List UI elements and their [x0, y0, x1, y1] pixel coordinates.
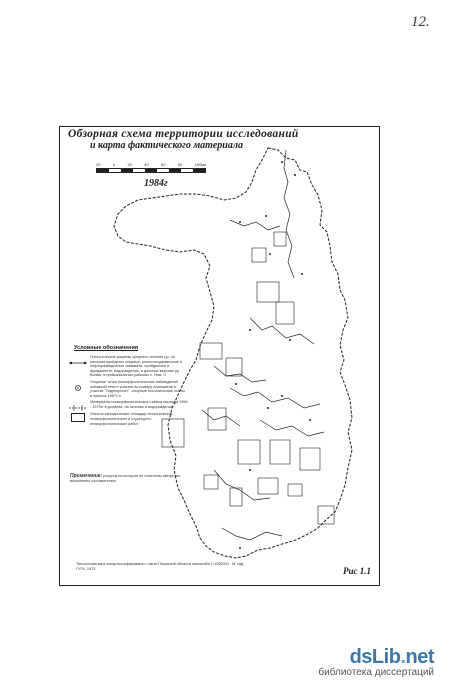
- observation-point: [265, 215, 267, 217]
- river-line: [284, 150, 294, 278]
- survey-area: [252, 248, 266, 262]
- river-line: [222, 528, 282, 540]
- observation-point: [235, 383, 237, 385]
- map-title: [68, 128, 299, 151]
- station-icon: [68, 380, 88, 390]
- legend-item-text: Опытно-методические площади геологических, геоморфологических и структурно-геоморфологических работ: [90, 412, 174, 426]
- legend-item: [68, 355, 188, 378]
- survey-area: [270, 440, 290, 464]
- survey-area: [288, 484, 302, 496]
- map-title-line1: Обзорная схема территории исследований: [68, 128, 299, 140]
- observation-point: [269, 253, 271, 255]
- observation-point: [301, 273, 303, 275]
- river-line: [250, 318, 314, 344]
- observation-point: [309, 419, 311, 421]
- legend-item: [68, 400, 188, 410]
- observation-point: [249, 469, 251, 471]
- scale-ticks: [96, 162, 206, 167]
- scale-label: 20: [96, 162, 101, 167]
- observation-point: [281, 395, 283, 397]
- survey-area: [257, 282, 279, 302]
- survey-area: [258, 478, 278, 494]
- footer-watermark: [318, 646, 434, 678]
- observation-point: [267, 407, 269, 409]
- survey-area: [204, 475, 218, 489]
- logo-dot: .: [400, 646, 406, 668]
- survey-area: [230, 488, 242, 506]
- boundary-icon: [68, 400, 88, 410]
- legend-item-text: Опорные точки геоморфологических наблюдений основной сети и участки по номеру планшетов и участки "Гидропроект", опорные геологические листы, в пунктах 1967г и: [90, 379, 186, 398]
- site-subtitle: библиотека диссертаций: [318, 667, 434, 678]
- source-note: Топооснова карт сокартографирована с части Пермской области масштаба 1:1000000 - М, изд ГУГК, 1973.: [76, 562, 244, 571]
- survey-area: [226, 358, 242, 376]
- scale-line: [96, 168, 206, 173]
- legend-item: [68, 412, 188, 426]
- site-logo[interactable]: [318, 646, 434, 669]
- map-title-line2: и карта фактического материала: [90, 140, 243, 151]
- river-line: [202, 410, 240, 426]
- river-line: [214, 366, 266, 382]
- observation-point: [239, 221, 241, 223]
- note-text: рисунок на котором не отмечены авторство, выполнены составителем: [70, 474, 182, 483]
- observation-point: [281, 161, 283, 163]
- observation-point: [249, 329, 251, 331]
- section-line-icon: [68, 355, 88, 365]
- survey-area: [200, 343, 222, 359]
- scale-label: 20: [127, 162, 132, 167]
- legend-item-text: Геологические разрезы среднего течения рр, по которым пройдены опорные, рекогносцировочные и нефтеразведочные скважины, пройденные в фундаменте, водоразделах, в долинах верхних рр Колвы, в привокзальных районах с. Ниж. Ч: [90, 355, 183, 378]
- survey-area: [274, 232, 286, 246]
- observation-point: [239, 547, 241, 549]
- scale-label: 100км: [194, 162, 206, 167]
- observation-point: [294, 174, 296, 176]
- scale-label: 80: [177, 162, 183, 167]
- logo-tld: net: [405, 646, 434, 668]
- scale-label: 40: [144, 162, 149, 167]
- survey-area: [276, 302, 294, 324]
- legend-item: [68, 380, 188, 398]
- survey-area: [238, 440, 260, 464]
- legend-title: Условные обозначения: [74, 345, 139, 351]
- legend: [68, 345, 188, 428]
- legend-item-text: Материалы геоморфологических съёмок периода 1956 - 1979гг в долинах, на склонах и водоразделах: [90, 400, 188, 409]
- scale-label: 0: [112, 162, 116, 167]
- observation-point: [289, 339, 291, 341]
- map-year: 1984г: [144, 178, 168, 189]
- river-line: [230, 220, 280, 230]
- note-label: Примечание:: [70, 473, 103, 479]
- box-icon: [68, 412, 88, 422]
- legend-note: [70, 474, 190, 483]
- survey-area: [300, 448, 320, 470]
- river-line: [230, 388, 320, 408]
- logo-main: dsLib: [349, 646, 401, 668]
- scale-bar: [96, 162, 206, 176]
- page-number: 12.: [411, 14, 430, 30]
- scale-label: 60: [161, 162, 166, 167]
- figure-label: Рис 1.1: [343, 566, 371, 576]
- river-line: [260, 420, 324, 436]
